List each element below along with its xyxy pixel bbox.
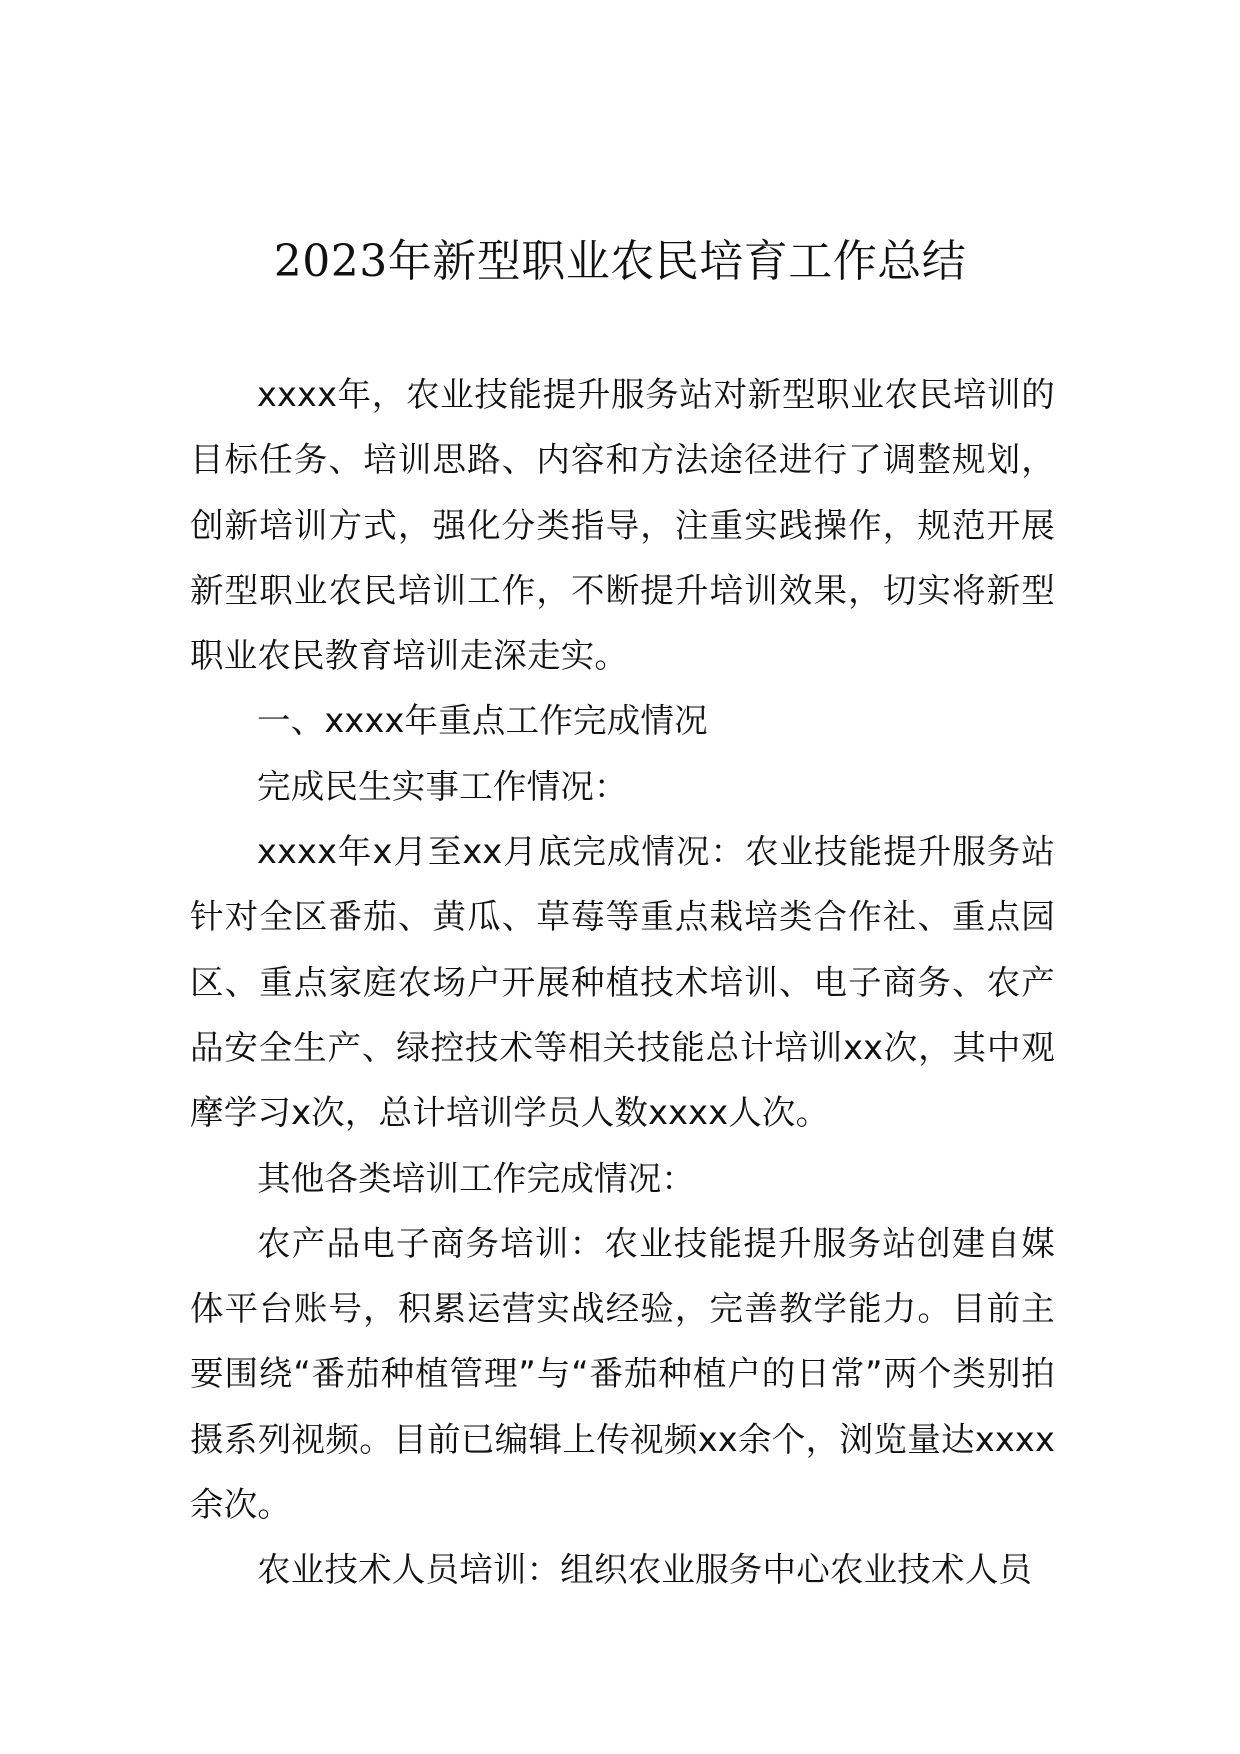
subheading-livelihood: 完成民生实事工作情况：	[257, 766, 628, 806]
ecommerce-paragraph: 农产品电子商务培训：农业技能提升服务站创建自媒体平台账号，积累运营实战经验，完善教学能力。目前主要围绕“番茄种植管理”与“番茄种植户的日常”两个类别拍摄系列视频。目前已编辑上传视频xx余个，浏览量达xxxx余次。	[190, 1223, 1055, 1525]
technician-paragraph: 农业技术人员培训：组织农业服务中心农业技术人员	[257, 1550, 1033, 1590]
section-heading-1: 一、xxxx年重点工作完成情况	[257, 701, 708, 741]
intro-paragraph: xxxx年，农业技能提升服务站对新型职业农民培训的目标任务、培训思路、内容和方法途径进行了调整规划，创新培训方式，强化分类指导，注重实践操作，规范开展新型职业农民培训工作，不断提升培训效果，切实将新型职业农民教育培训走深走实。	[190, 375, 1055, 676]
livelihood-paragraph: xxxx年x月至xx月底完成情况：农业技能提升服务站针对全区番茄、黄瓜、草莓等重点栽培类合作社、重点园区、重点家庭农场户开展种植技术培训、电子商务、农产品安全生产、绿控技术等相关技能总计培训xx次，其中观摩学习x次，总计培训学员人数xxxx人次。	[190, 832, 1055, 1133]
document-body	[190, 362, 1055, 1603]
subheading-other-training: 其他各类培训工作完成情况：	[257, 1158, 696, 1198]
document-title: 2023年新型职业农民培育工作总结	[273, 236, 967, 287]
